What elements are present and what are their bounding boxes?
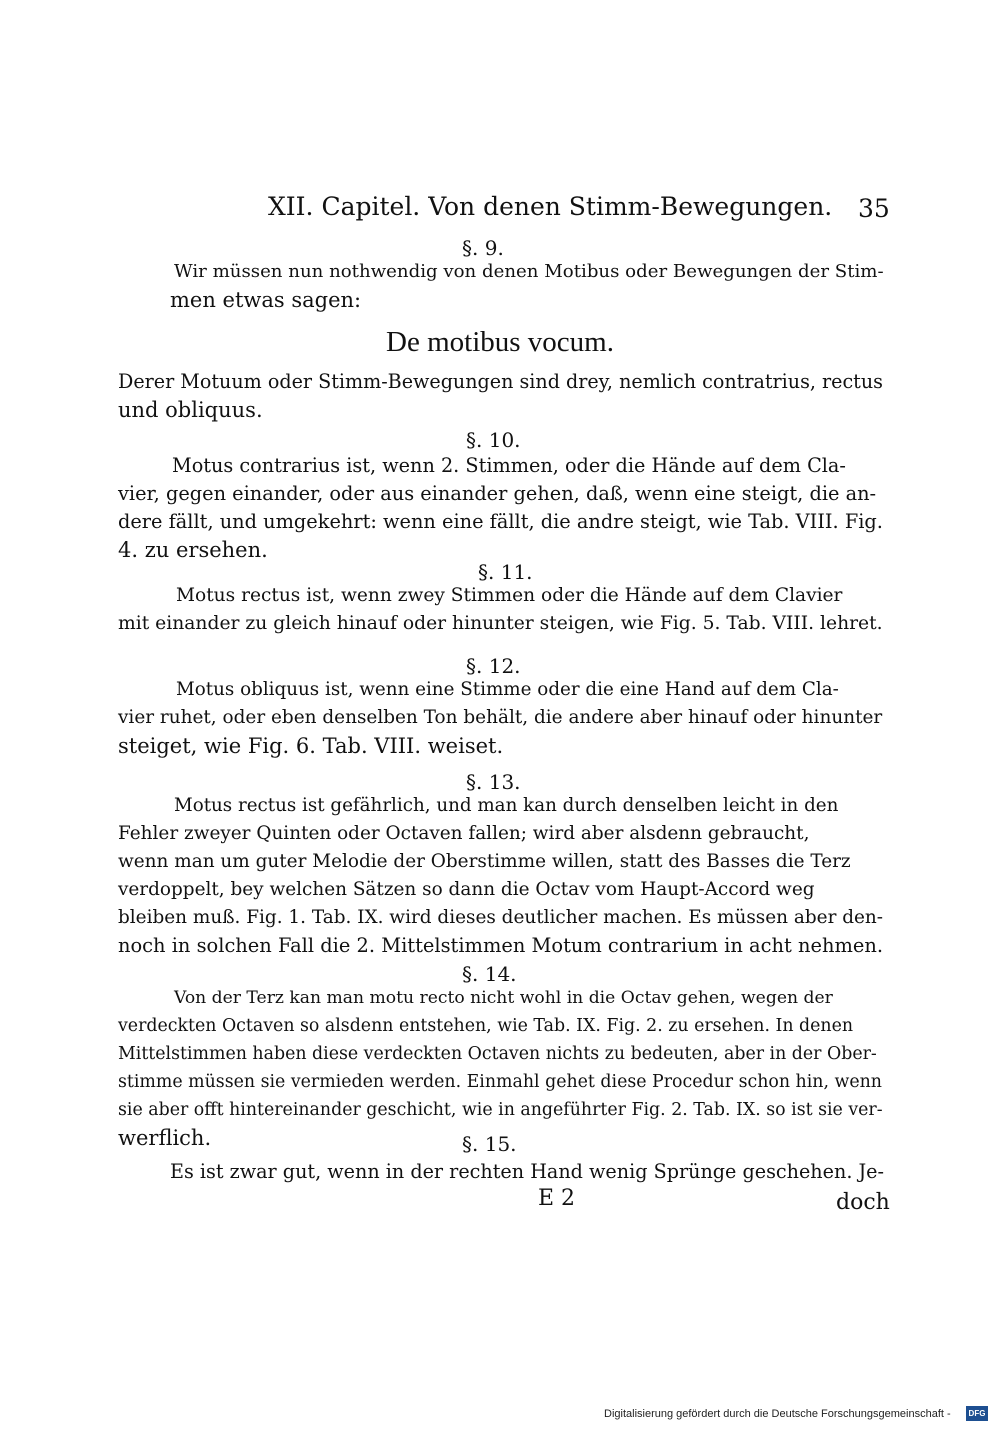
text-line: Motus rectus ist, wenn zwey Stimmen oder die Hände auf dem Clavier (176, 585, 843, 606)
section-heading: De motibus vocum. (386, 326, 614, 358)
section-mark-14: §. 14. (462, 962, 517, 986)
paragraph-10 (118, 452, 883, 564)
text-line: Motus obliquus ist, wenn eine Stimme oder die eine Hand auf dem Cla- (176, 679, 839, 700)
intro-paragraph (118, 368, 883, 424)
text-line: 4. zu ersehen. (118, 538, 268, 562)
catchword: doch (836, 1190, 890, 1215)
paragraph-14 (118, 984, 883, 1152)
text-line: men etwas sagen: (170, 288, 362, 312)
section-mark-13: §. 13. (466, 770, 521, 794)
paragraph-11 (118, 582, 883, 638)
section-mark-9: §. 9. (462, 236, 504, 260)
paragraph-9 (170, 258, 884, 314)
text-line: verdeckten Octaven so alsdenn entstehen, wie Tab. IX. Fig. 2. zu ersehen. In denen (118, 1016, 854, 1036)
text-line: Von der Terz kan man motu recto nicht wohl in die Octav gehen, wegen der (174, 988, 833, 1008)
paragraph-15 (118, 1158, 884, 1186)
page-number: 35 (858, 194, 890, 223)
dfg-logo: DFG (966, 1406, 988, 1421)
text-line: vier, gegen einander, oder aus einander gehen, daß, wenn eine steigt, die an- (118, 482, 877, 505)
paragraph-13 (118, 792, 883, 960)
text-line: bleiben muß. Fig. 1. Tab. IX. wird dieses deutlicher machen. Es müssen aber den- (118, 907, 884, 928)
text-line: mit einander zu gleich hinauf oder hinunter steigen, wie Fig. 5. Tab. VIII. lehret. (118, 613, 883, 634)
digitization-credit: Digitalisierung gefördert durch die Deutsche Forschungsgemeinschaft - (604, 1408, 951, 1420)
section-mark-11: §. 11. (478, 560, 533, 584)
text-line: und obliquus. (118, 398, 263, 422)
paragraph-12 (118, 676, 882, 760)
text-line: vier ruhet, oder eben denselben Ton behält, die andere aber hinauf oder hinunter (118, 707, 883, 728)
text-line: Wir müssen nun nothwendig von denen Motibus oder Bewegungen der Stim- (174, 261, 884, 282)
text-line: Mittelstimmen haben diese verdeckten Octaven nichts zu bedeuten, aber in der Ober- (118, 1044, 877, 1064)
text-line: Motus contrarius ist, wenn 2. Stimmen, oder die Hände auf dem Cla- (172, 454, 846, 477)
text-line: Derer Motuum oder Stimm-Bewegungen sind drey, nemlich contratrius, rectus (118, 370, 883, 393)
section-mark-12: §. 12. (466, 654, 521, 678)
section-mark-15: §. 15. (462, 1132, 517, 1156)
text-line: dere fällt, und umgekehrt: wenn eine fällt, die andre steigt, wie Tab. VIII. Fig. (118, 510, 883, 533)
text-line: sie aber offt hintereinander geschicht, wie in angeführter Fig. 2. Tab. IX. so ist sie ver- (118, 1100, 883, 1120)
text-line: stimme müssen sie vermieden werden. Einmahl gehet diese Procedur schon hin, wenn (118, 1072, 882, 1092)
text-line: noch in solchen Fall die 2. Mittelstimmen Motum contrarium in acht nehmen. (118, 934, 883, 957)
section-mark-10: §. 10. (466, 428, 521, 452)
signature-mark: E 2 (538, 1186, 576, 1211)
text-line: verdoppelt, bey welchen Sätzen so dann die Octav vom Haupt-Accord weg (118, 879, 815, 900)
text-line: wenn man um guter Melodie der Oberstimme willen, statt des Basses die Terz (118, 851, 851, 872)
text-line: steiget, wie Fig. 6. Tab. VIII. weiset. (118, 734, 504, 758)
text-line: Motus rectus ist gefährlich, und man kan durch denselben leicht in den (174, 795, 839, 816)
text-line: Es ist zwar gut, wenn in der rechten Hand wenig Sprünge geschehen. Je- (170, 1160, 884, 1183)
text-line: werflich. (118, 1126, 212, 1150)
text-line: Fehler zweyer Quinten oder Octaven fallen; wird aber alsdenn gebraucht, (118, 823, 810, 844)
running-title: XII. Capitel. Von denen Stimm-Bewegungen. (268, 192, 833, 221)
